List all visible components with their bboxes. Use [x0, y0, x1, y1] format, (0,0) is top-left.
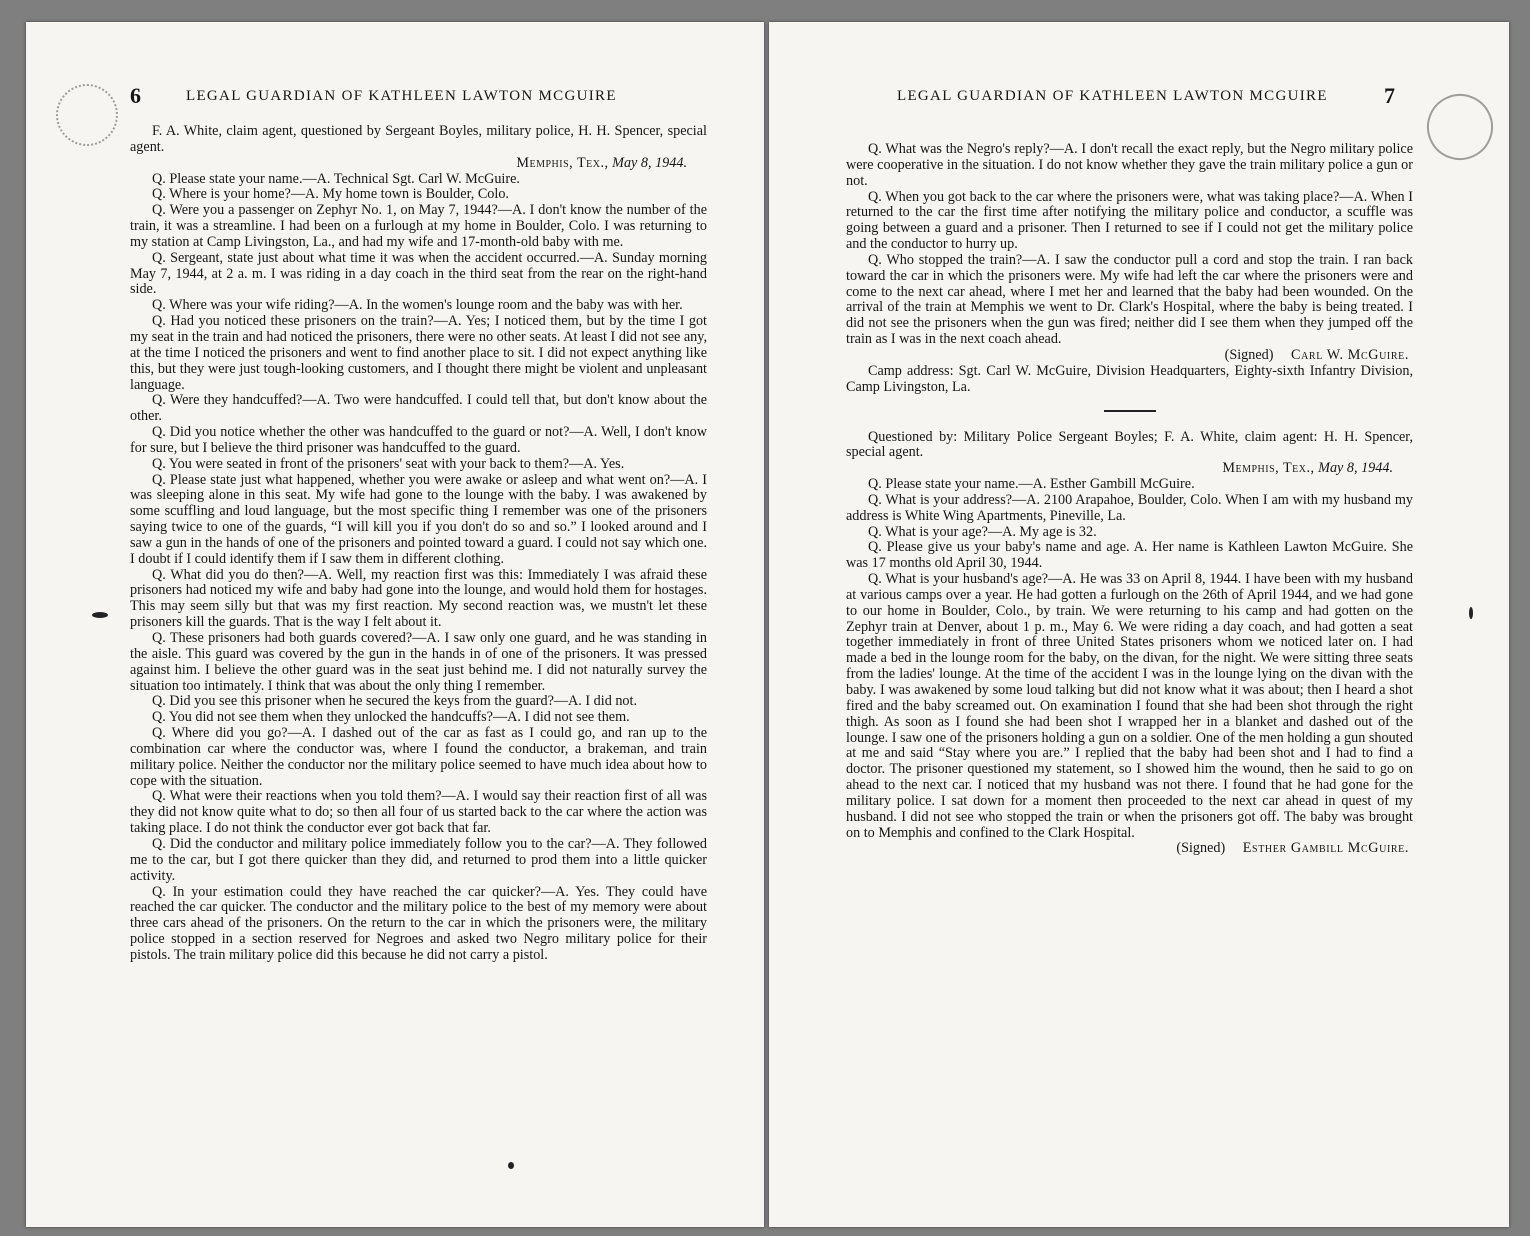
qa-paragraph: Q. When you got back to the car where the prisoners were, what was taking place?—A. When I returned to the car the first time after notifying the military police and conductor, a scuffle was going between a guard and a prisoner. Then I returned to see if I could not get the military police and the conductor to hurry up.	[846, 188, 1413, 253]
left-page	[26, 22, 764, 1227]
ink-speck	[508, 1162, 514, 1169]
archive-stamp-icon	[1416, 83, 1504, 171]
running-head: LEGAL GUARDIAN OF KATHLEEN LAWTON MCGUIRE	[186, 88, 617, 104]
dateline-date: May 8, 1944.	[1318, 460, 1393, 477]
qa-paragraph: Q. Had you noticed these prisoners on the train?—A. Yes; I noticed them, but by the time I got my seat in the train and had noticed the prisoners, there were no other seats. At least I did not see any, at the time I noticed the prisoners and went to find another place to sit. I did not expect anything like this, but they were just tough-looking customers, and I thought there might be violent and unpleasant language.	[130, 313, 707, 393]
signed-label: (Signed)	[1176, 840, 1226, 857]
qa-paragraph: Q. Please state just what happened, whether you were awake or asleep and what went on?—A. I was sleeping alone in this seat. My wife had gone to the lounge with the baby. I was awakened by some scuffling and loud language, but the most specific thing I remember was one of the prisoners saying twice to one of the guards, “I will kill you if you don't do so and so.” I looked around and I saw a gun in the hands of one of the prisoners and pointed toward a guard. I could not say which one. I doubt if I could identify them if I saw them in different clothing.	[130, 471, 707, 567]
ink-speck	[92, 612, 108, 618]
camp-address: Camp address: Sgt. Carl W. McGuire, Division Headquarters, Eighty-sixth Infantry Division, Camp Livingston, La.	[846, 362, 1413, 395]
qa-paragraph: Q. What did you do then?—A. Well, my reaction first was this: Immediately I was afraid these prisoners had noticed my wife and baby had gone into the lounge, and would hold them for hostages. This may seem silly but that was my first reaction. My second reaction was, we mustn't let these prisoners kill the guards. That is the way I felt about it.	[130, 566, 707, 631]
qa-paragraph: Q. Where is your home?—A. My home town is Boulder, Colo.	[152, 186, 509, 203]
qa-paragraph: Q. What was the Negro's reply?—A. I don't recall the exact reply, but the Negro military police were cooperative in the situation. I do not know whether they gave the train military police a gun or not.	[846, 141, 1413, 189]
dateline	[846, 461, 1413, 477]
qa-paragraph: Q. Where was your wife riding?—A. In the women's lounge room and the baby was with her.	[152, 297, 683, 314]
qa-paragraph: Q. Did the conductor and military police immediately follow you to the car?—A. They followed me to the car, but I got there quicker than they did, and returned to prod them into a little quicker activity.	[130, 835, 707, 884]
page-number: 6	[130, 83, 143, 108]
qa-paragraph: Q. What were their reactions when you told them?—A. I would say their reaction first of all was they did not know quite what to do; so then all four of us started back to the car where the action was taking place. I do not think the conductor ever got back that far.	[130, 788, 707, 837]
right-page	[769, 22, 1509, 1227]
intro-paragraph: Questioned by: Military Police Sergeant Boyles; F. A. White, claim agent: H. H. Spencer, special agent.	[846, 428, 1413, 461]
left-page-text	[130, 124, 707, 964]
qa-paragraph: Q. What is your husband's age?—A. He was 33 on April 8, 1944. I have been with my husband at various camps over a year. He had gotten a furlough on the 26th of April 1944, and we had gone to our home in Boulder, Colo., by train. We were returning to his camp and had gotten on the Zephyr train at Denver, about 1 p. m., May 6. We were riding a day coach, and had gotten a seat together immediately in front of three United States prisoners whom we noticed later on. I had made a bed in the lounge room for the baby, on the divan, for the night. We were sitting three seats from the ladies' lounge. At the time of the accident I was in the lounge lying on the divan with the baby. I was awakened by some loud talking but did not know what it was about; then I heard a shot fired and the baby screamed out. On examination I found that she had been shot through the right thigh. As soon as I found she had been shot I wrapped her in a blanket and dashed out of the lounge. I saw one of the prisoners holding a gun on a soldier. One of the men holding a gun shouted at me and said “Stay where you are.” I replied that the baby had been shot and I had to find a doctor. The prisoner questioned my statement, so I showed him the wound, then he said to go on ahead to the next car. I noticed that my husband was not there. I found that he had gone for the military police. I sat down for a moment then proceeded to the next car ahead in quest of my husband. I did not see who stopped the train or when the prisoners got off. The baby was brought on to Memphis and confined to the Clark Hospital.	[846, 571, 1413, 841]
qa-paragraph: Q. Did you notice whether the other was handcuffed to the guard or not?—A. Well, I don't know for sure, but I believe the third prisoner was handcuffed to the guard.	[130, 424, 707, 456]
qa-paragraph: Q. Did you see this prisoner when he secured the keys from the guard?—A. I did not.	[152, 693, 638, 710]
page-number: 7	[1384, 83, 1397, 108]
dateline-place: Memphis, Tex.,	[516, 154, 609, 171]
qa-paragraph: Q. Were you a passenger on Zephyr No. 1, on May 7, 1944?—A. I don't know the number of the train, it was a streamline. I had been on a furlough at my home in Boulder, Colo. I was returning to my station at Camp Livingston, La., and had my wife and 17-month-old baby with me.	[130, 202, 707, 250]
qa-paragraph: Q. You were seated in front of the prisoners' seat with your back to them?—A. Yes.	[152, 455, 625, 472]
section-divider	[1104, 410, 1156, 412]
intro-paragraph: F. A. White, claim agent, questioned by Sergeant Boyles, military police, H. H. Spencer, special agent.	[130, 123, 707, 155]
qa-paragraph: Q. What is your age?—A. My age is 32.	[868, 523, 1097, 540]
right-page-text	[846, 142, 1413, 857]
running-head: LEGAL GUARDIAN OF KATHLEEN LAWTON MCGUIRE	[897, 88, 1328, 104]
qa-paragraph: Q. You did not see them when they unlocked the handcuffs?—A. I did not see them.	[152, 709, 630, 726]
qa-paragraph: Q. Please state your name.—A. Esther Gambill McGuire.	[868, 476, 1195, 493]
qa-paragraph: Q. Where did you go?—A. I dashed out of the car as fast as I could go, and ran up to the combination car where the conductor was, where I found the conductor, a brakeman, and train military police. Neither the conductor nor the military police seemed to have much idea about how to cope with the situation.	[130, 725, 707, 789]
signed-label: (Signed)	[1224, 346, 1274, 363]
qa-paragraph: Q. Please state your name.—A. Technical Sgt. Carl W. McGuire.	[152, 170, 520, 187]
qa-paragraph: Q. In your estimation could they have reached the car quicker?—A. Yes. They could have reached the car quicker. The conductor and the military police to the best of my memory were about three cars ahead of the prisoners. On the return to the car in which the prisoners were, the military police stopped in a section reserved for Negroes and asked two Negro military police for their pistols. The train military police did this because he did not carry a pistol.	[130, 883, 707, 963]
dateline-date: May 8, 1944.	[612, 154, 687, 171]
qa-paragraph: Q. Were they handcuffed?—A. Two were handcuffed. I could tell that, but don't know about the other.	[130, 392, 707, 425]
qa-paragraph: Q. Sergeant, state just about what time it was when the accident occurred.—A. Sunday morning May 7, 1944, at 2 a. m. I was riding in a day coach in the third seat from the rear on the right-hand side.	[130, 249, 707, 298]
ink-speck	[1469, 607, 1473, 619]
qa-paragraph: Q. Please give us your baby's name and age. A. Her name is Kathleen Lawton McGuire. She was 17 months old April 30, 1944.	[846, 539, 1413, 572]
archive-stamp-icon	[56, 84, 118, 146]
signature-line	[846, 841, 1413, 857]
signature-line	[846, 348, 1413, 364]
qa-paragraph: Q. These prisoners had both guards covered?—A. I saw only one guard, and he was standing in the aisle. This guard was covered by the gun in the hands in of one of the prisoners. It was pressed against him. I believe the other guard was in the seat just behind me. I did not naturally survey the situation too intimately. I think that was about the only thing I remember.	[130, 630, 707, 694]
qa-paragraph: Q. What is your address?—A. 2100 Arapahoe, Boulder, Colo. When I am with my husband my address is White Wing Apartments, Pineville, La.	[846, 491, 1413, 524]
dateline	[130, 156, 707, 172]
qa-paragraph: Q. Who stopped the train?—A. I saw the conductor pull a cord and stop the train. I ran back toward the car in which the prisoners were. My wife had left the car where the prisoners were and come to the next car ahead, where I met her and learned that the baby had been wounded. On the arrival of the train at Memphis we went to Dr. Clark's Hospital, where the baby is being treated. I did not see the prisoners when the gun was fired; neither did I see them when they jumped off the train as I was in the next coach ahead.	[846, 251, 1413, 348]
signer-name: Esther Gambill McGuire.	[1242, 840, 1409, 857]
dateline-place: Memphis, Tex.,	[1222, 460, 1315, 477]
signer-name: Carl W. McGuire.	[1291, 346, 1409, 363]
